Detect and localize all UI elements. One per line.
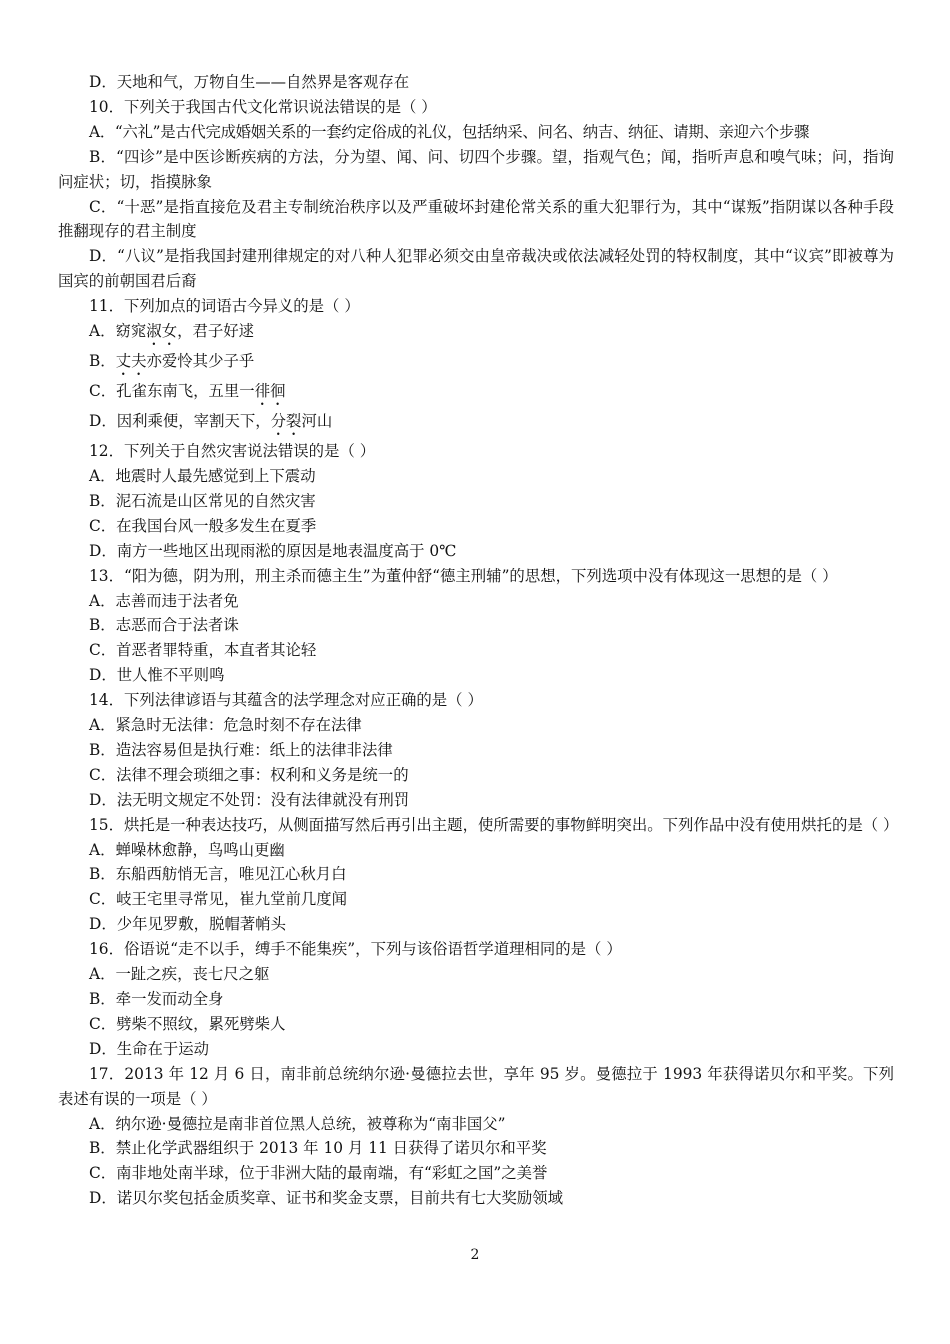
question-15-option-c: C．岐王宅里寻常见，崔九堂前几度闻 bbox=[89, 890, 348, 909]
question-11-option-a bbox=[58, 319, 894, 349]
question-12-option-c: C．在我国台风一般多发生在夏季 bbox=[89, 516, 317, 535]
question-14-option-b: B．造法容易但是执行难：纸上的法律非法律 bbox=[89, 740, 393, 759]
question-10-stem: 10．下列关于我国古代文化常识说法错误的是（ ） bbox=[89, 97, 437, 116]
question-16-option-b: B．牵一发而动全身 bbox=[89, 990, 224, 1008]
question-15-option-b: B．东船西舫悄无言，唯见江心秋月白 bbox=[89, 865, 347, 884]
question-12-option-b: B．泥石流是山区常见的自然灾害 bbox=[89, 491, 316, 510]
question-15-option-d: D．少年见罗敷，脱帽著帩头 bbox=[89, 915, 287, 934]
document-body bbox=[58, 70, 899, 1211]
question-14-stem: 14．下列法律谚语与其蕴含的法学理念对应正确的是（ ） bbox=[89, 691, 483, 710]
page-number: 2 bbox=[470, 1247, 480, 1263]
question-15-stem: 15．烘托是一种表达技巧，从侧面描写然后再引出主题，使所需要的事物鲜明突出。下列作品中没有使用烘托的是（ ） bbox=[89, 815, 899, 834]
question-17-option-d: D．诺贝尔奖包括金质奖章、证书和奖金支票，目前共有七大奖励领域 bbox=[89, 1189, 564, 1208]
question-13-option-b: B．志恶而合于法者诛 bbox=[89, 616, 239, 635]
question-17-option-c: C．南非地处南半球，位于非洲大陆的最南端，有“彩虹之国”之美誉 bbox=[89, 1164, 548, 1183]
question-11-option-d bbox=[58, 409, 894, 439]
question-12-stem: 12．下列关于自然灾害说法错误的是（ ） bbox=[89, 442, 376, 461]
question-13-option-d: D．世人惟不平则鸣 bbox=[89, 666, 225, 685]
question-13-option-c: C．首恶者罪特重，本直者其论轻 bbox=[89, 641, 317, 660]
option-text: B． bbox=[89, 352, 116, 371]
question-17-option-a: A．纳尔逊·曼德拉是南非首位黑人总统，被尊称为“南非国父” bbox=[89, 1114, 506, 1133]
option-text: ，君子好逑 bbox=[177, 322, 255, 341]
question-15-option-a: A．蝉噪林愈静，鸟鸣山更幽 bbox=[89, 840, 285, 859]
question-10-option-a: A．“六礼”是古代完成婚姻关系的一套约定俗成的礼仪，包括纳采、问名、纳吉、纳征、请期、亲迎六个步骤 bbox=[89, 122, 810, 141]
question-16-option-d: D．生命在于运动 bbox=[89, 1039, 210, 1058]
option-text: D．因利乘便，宰割天下， bbox=[89, 412, 271, 431]
question-17-option-b: B．禁止化学武器组织于 2013 年 10 月 11 日获得了诺贝尔和平奖 bbox=[89, 1139, 547, 1158]
question-11-option-b bbox=[58, 349, 894, 379]
question-10-option-b: B．“四诊”是中医诊断疾病的方法，分为望、闻、问、切四个步骤。望，指观气色；闻，指听声息和嗅气味；问，指询问症状；切，指摸脉象 bbox=[58, 147, 894, 191]
dotted-word: 丈夫 bbox=[115, 352, 147, 371]
option-text: 亦爱怜其少子乎 bbox=[146, 352, 255, 371]
option-text: A．窈窕 bbox=[89, 322, 147, 341]
question-13-stem: 13．“阳为德，阴为刑，刑主杀而德主生”为董仲舒“德主刑辅”的思想，下列选项中没有体现这一思想的是（ ） bbox=[89, 566, 838, 585]
dotted-word: 分裂 bbox=[270, 412, 302, 431]
option-text: 河山 bbox=[301, 412, 333, 431]
question-10-option-d: D．“八议”是指我国封建刑律规定的对八种人犯罪必须交由皇帝裁决或依法减轻处罚的特权制度，其中“议宾”即被尊为国宾的前朝国君后裔 bbox=[58, 247, 894, 291]
question-14-option-a: A．紧急时无法律：危急时刻不存在法律 bbox=[89, 716, 362, 735]
option-text: C．孔雀东南飞，五里一 bbox=[89, 382, 255, 401]
question-13-option-a: A．志善而违于法者免 bbox=[89, 591, 239, 610]
question-17-stem: 17．2013 年 12 月 6 日，南非前总统纳尔逊·曼德拉去世，享年 95 岁。曼德拉于 1993 年获得诺贝尔和平奖。下列表述有误的一项是（ ） bbox=[58, 1064, 894, 1108]
question-14-option-d: D．法无明文规定不处罚：没有法律就没有刑罚 bbox=[89, 790, 410, 809]
dotted-word: 徘徊 bbox=[254, 382, 286, 401]
question-9-option-d: D．天地和气，万物自生——自然界是客观存在 bbox=[89, 73, 410, 91]
question-12-option-d: D．南方一些地区出现雨淞的原因是地表温度高于 0℃ bbox=[89, 541, 457, 560]
question-14-option-c: C．法律不理会琐细之事：权利和义务是统一的 bbox=[89, 765, 409, 784]
question-16-option-a: A．一趾之疾，丧七尺之躯 bbox=[89, 965, 270, 984]
question-10-option-c: C．“十恶”是指直接危及君主专制统治秩序以及严重破坏封建伦常关系的重大犯罪行为，其中“谋叛”指阴谋以各种手段推翻现存的君主制度 bbox=[58, 197, 894, 241]
question-12-option-a: A．地震时人最先感觉到上下震动 bbox=[89, 466, 316, 485]
question-11-stem: 11．下列加点的词语古今异义的是（ ） bbox=[89, 297, 360, 316]
dotted-word: 淑女 bbox=[146, 322, 178, 341]
question-16-stem: 16．俗语说“走不以手，缚手不能集疾”，下列与该俗语哲学道理相同的是（ ） bbox=[89, 940, 622, 959]
question-16-option-c: C．劈柴不照纹，累死劈柴人 bbox=[89, 1014, 286, 1033]
question-11-option-c bbox=[58, 379, 894, 409]
